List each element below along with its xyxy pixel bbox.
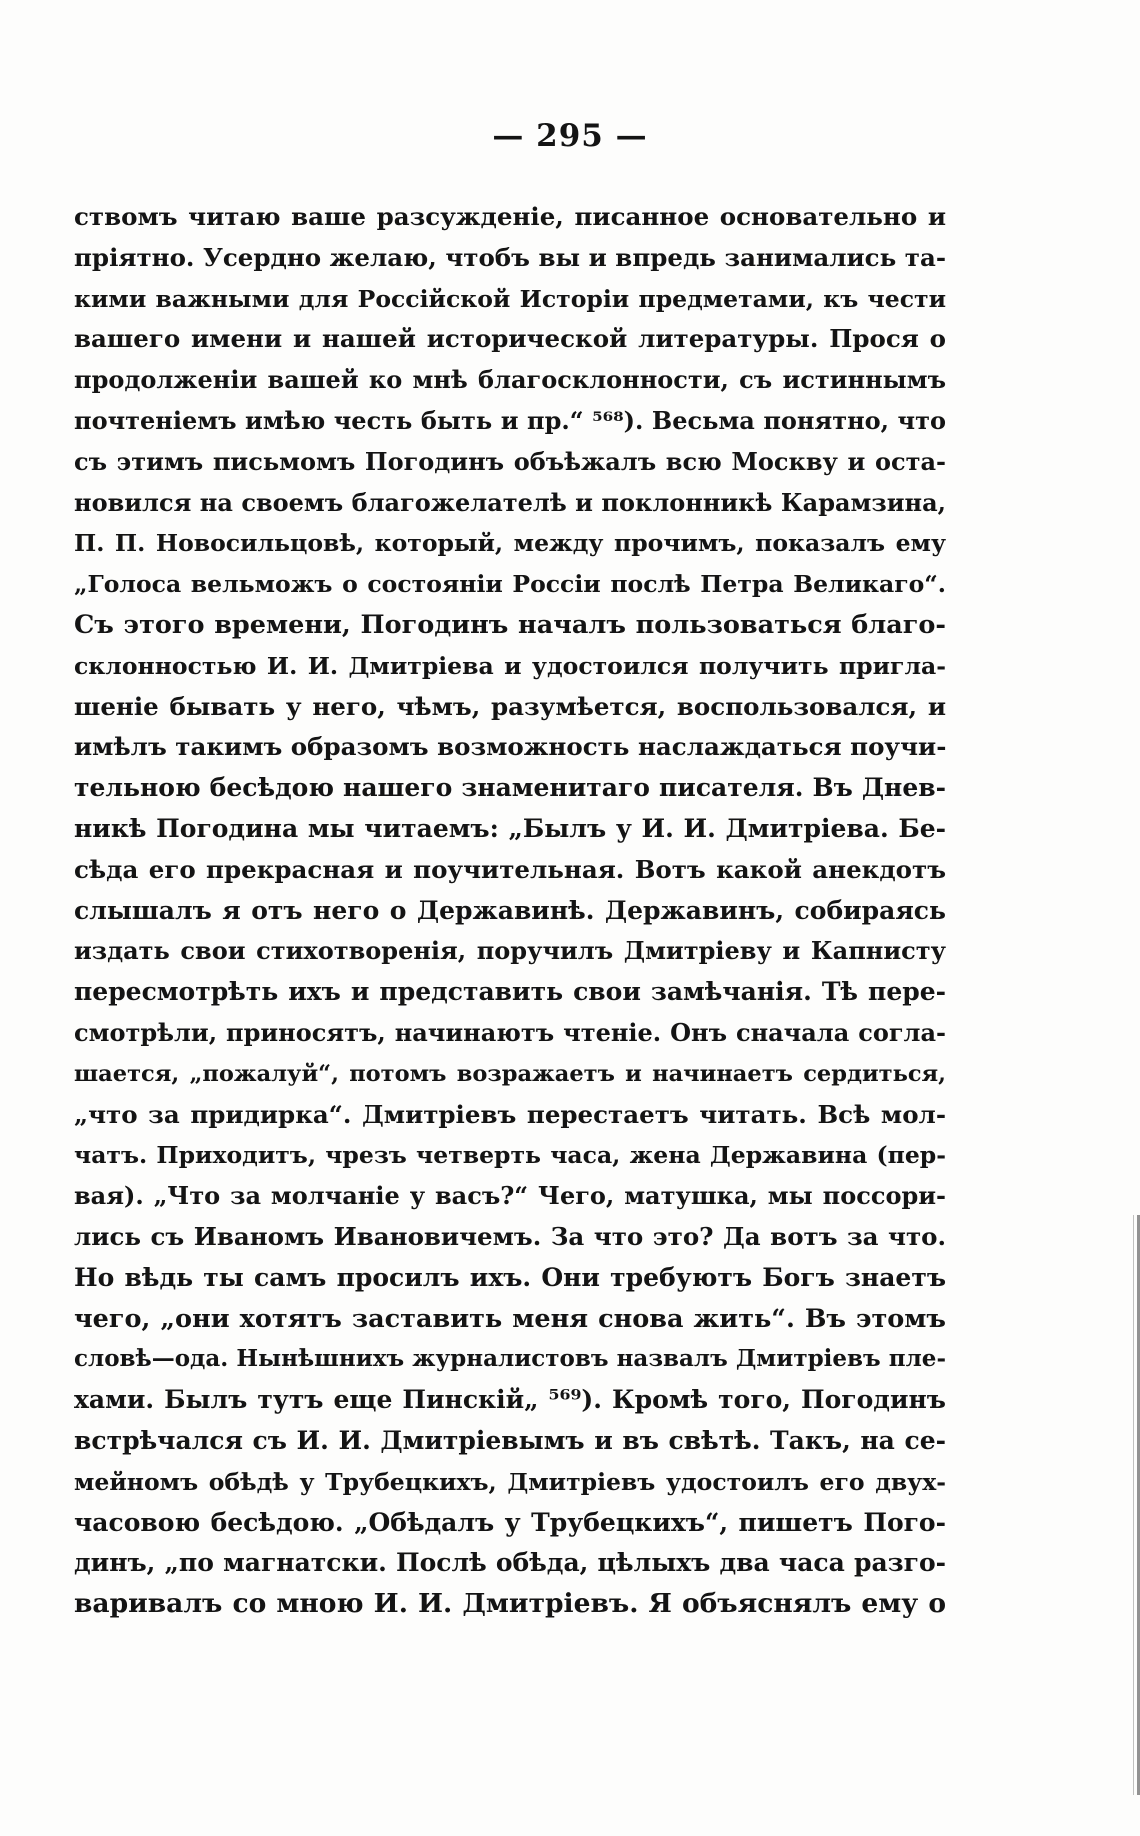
text-line: вая). „Что за молчаніе у васъ?“ Чего, матушка, мы поссори- (74, 1181, 946, 1211)
text-line: шается, „пожалуй“, потомъ возражаетъ и начинаетъ сердиться, (74, 1060, 946, 1087)
text-line: тельною бесѣдою нашего знаменитаго писателя. Въ Днев- (74, 773, 946, 803)
text-line: кими важными для Россійской Исторіи предметами, къ чести (74, 284, 946, 313)
text-line: ствомъ читаю ваше разсужденіе, писанное основательно и (74, 202, 946, 231)
page-number: — 295 — (492, 118, 648, 154)
text-line: „Голоса вельможъ о состояніи Россіи послѣ Петра Великаго“. (74, 570, 946, 599)
text-line: новился на своемъ благожелателѣ и поклонникѣ Карамзина, (74, 487, 946, 517)
text-line: продолженіи вашей ко мнѣ благосклонности, съ истиннымъ (74, 365, 946, 395)
text-line: имѣлъ такимъ образомъ возможность наслаждаться поучи- (74, 732, 947, 762)
text-line: лись съ Иваномъ Ивановичемъ. За что это? Да вотъ за что. (74, 1221, 946, 1251)
text-line: динъ, „по магнатски. Послѣ обѣда, цѣлыхъ два часа разго- (74, 1548, 946, 1578)
text-line: склонностью И. И. Дмитріева и удостоился получить пригла- (74, 651, 946, 680)
text-line: словѣ—ода. Нынѣшнихъ журналистовъ назвалъ Дмитріевъ пле- (74, 1345, 946, 1373)
text-line: „что за придирка“. Дмитріевъ перестаетъ читать. Всѣ мол- (74, 1099, 946, 1129)
text-line: Но вѣдь ты самъ просилъ ихъ. Они требуютъ Богъ знаетъ (74, 1262, 946, 1292)
text-line: Съ этого времени, Погодинъ началъ пользоваться благо- (74, 609, 946, 640)
text-line: хами. Былъ тутъ еще Пинскій„ ⁵⁶⁹). Кромѣ того, Погодинъ (74, 1385, 946, 1415)
text-line: пересмотрѣть ихъ и представить свои замѣчанія. Тѣ пере- (74, 977, 946, 1007)
text-line: сѣда его прекрасная и поучительная. Вотъ какой анекдотъ (74, 854, 946, 884)
text-line: шеніе бывать у него, чѣмъ, разумѣется, воспользовался, и (74, 691, 946, 721)
text-line: вашего имени и нашей исторической литературы. Прося о (74, 324, 946, 354)
text-line: чатъ. Приходитъ, чрезъ четверть часа, жена Державина (пер- (74, 1141, 946, 1170)
text-line: смотрѣли, приносятъ, начинаютъ чтеніе. Онъ сначала согла- (74, 1017, 946, 1047)
text-line: мейномъ обѣдѣ у Трубецкихъ, Дмитріевъ удостоилъ его двух- (74, 1467, 946, 1496)
text-line: почтеніемъ имѣю честь быть и пр.“ ⁵⁶⁸). Весьма понятно, что (74, 405, 946, 435)
page-edge-line (1133, 1215, 1134, 1795)
text-line: варивалъ со мною И. И. Дмитріевъ. Я объяснялъ ему о (74, 1588, 946, 1620)
text-line: слышалъ я отъ него о Державинѣ. Державинъ, собираясь (74, 895, 946, 925)
text-line: издать свои стихотворенія, поручилъ Дмитріеву и Капнисту (74, 936, 946, 966)
text-line: съ этимъ письмомъ Погодинъ объѣжалъ всю Москву и оста- (74, 446, 946, 476)
body-text (74, 197, 946, 1625)
text-line: пріятно. Усердно желаю, чтобъ вы и впредь занимались та- (74, 242, 946, 272)
text-line: часовою бесѣдою. „Обѣдалъ у Трубецкихъ“, пишетъ Пого- (74, 1507, 946, 1537)
text-line: чего, „они хотятъ заставить меня снова жить“. Въ этомъ (74, 1303, 946, 1334)
text-line: П. П. Новосильцовѣ, который, между прочимъ, показалъ ему (74, 529, 946, 558)
text-line: никѣ Погодина мы читаемъ: „Былъ у И. И. Дмитріева. Бе- (74, 813, 946, 843)
text-line: встрѣчался съ И. И. Дмитріевымъ и въ свѣтѣ. Такъ, на се- (74, 1425, 946, 1455)
